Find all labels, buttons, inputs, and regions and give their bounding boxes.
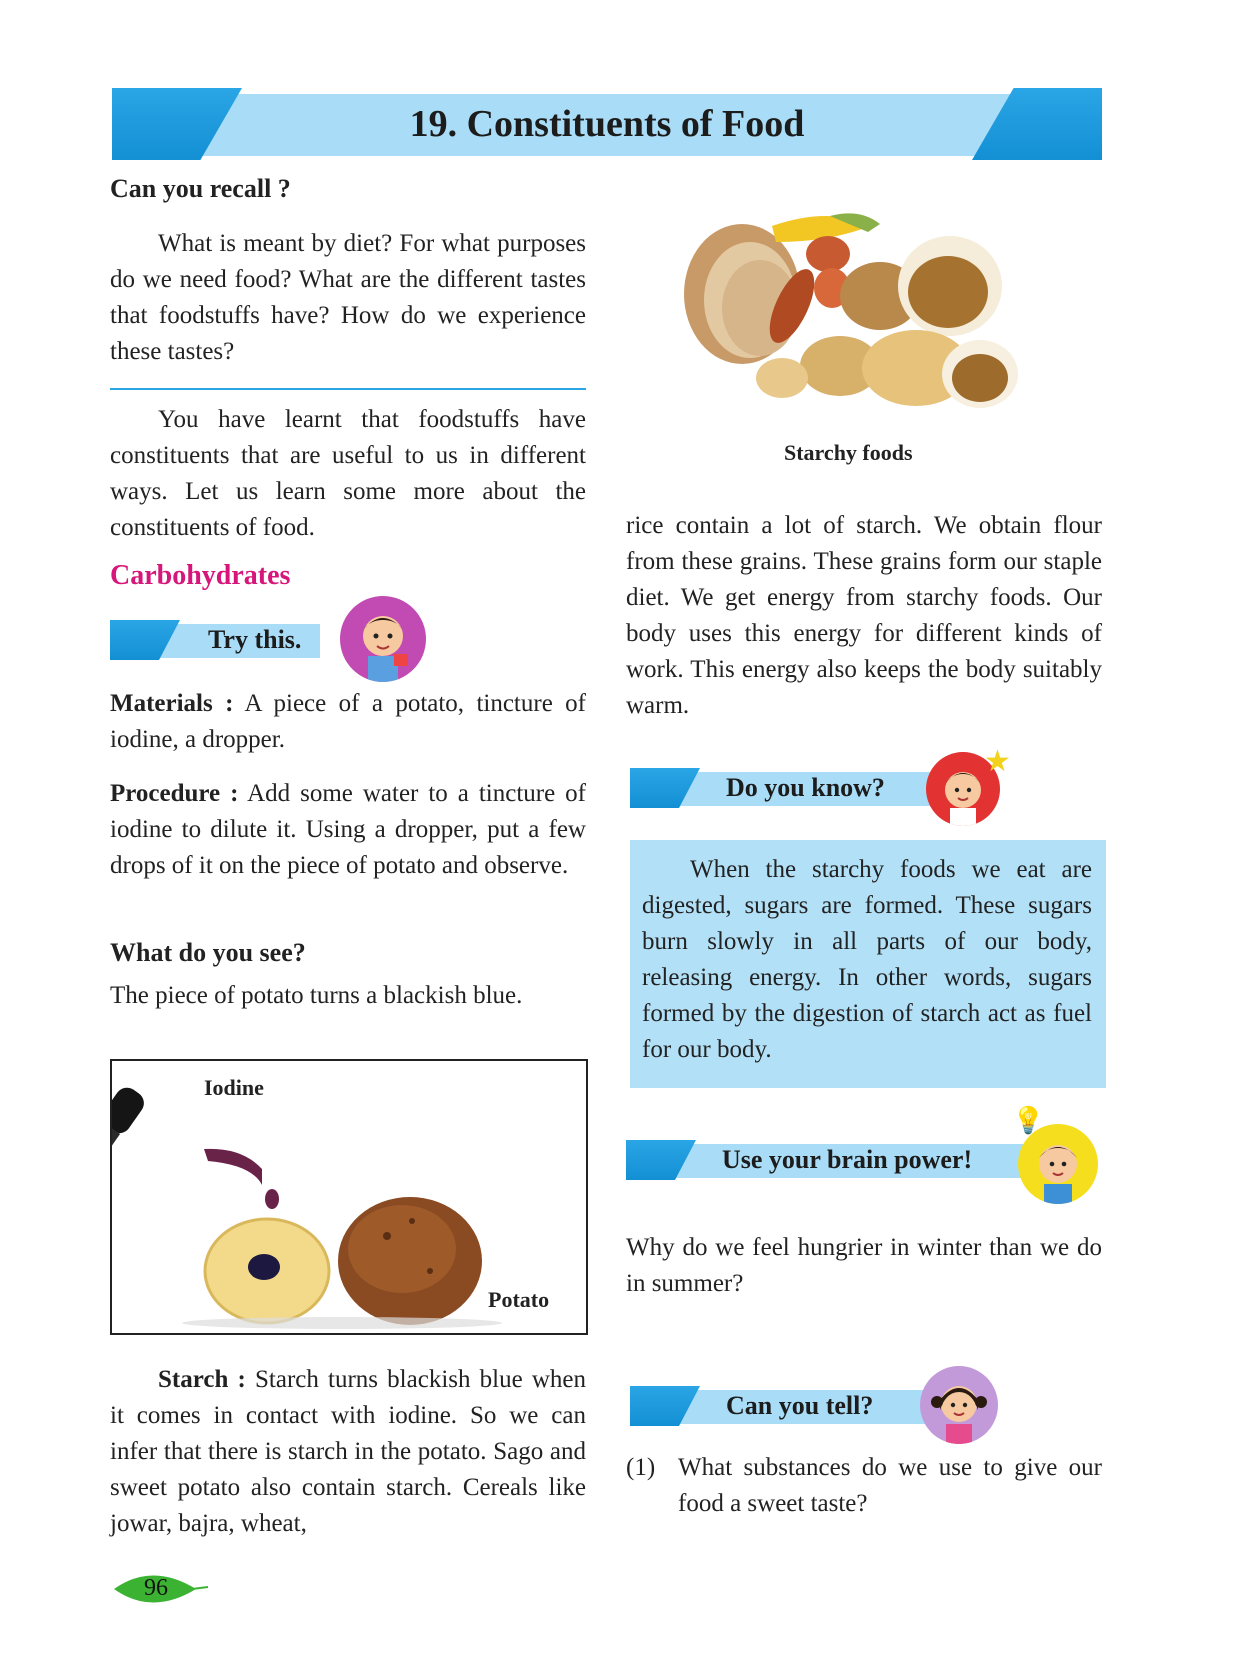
recall-text: What is meant by diet? For what purposes do we need food? What are the different tastes that foodstuffs have? How do we experience these tastes? bbox=[110, 230, 586, 365]
what-do-you-see-heading: What do you see? bbox=[110, 938, 306, 967]
chapter-title: 19. Constituents of Food bbox=[409, 103, 805, 145]
question-number: (1) bbox=[626, 1454, 656, 1481]
girl-icon bbox=[920, 1366, 998, 1444]
do-you-know-banner bbox=[630, 745, 1011, 808]
page-number-leaf bbox=[112, 1570, 202, 1608]
starch-text: Starch : Starch turns blackish blue when it comes in contact with iodine. So we can infer that there is starch in the potato. Sago and sweet potato also contain starch. Cereals like jowar, bajra, wheat, bbox=[110, 1366, 587, 1537]
do-you-know-box bbox=[630, 840, 1106, 1088]
try-this-banner bbox=[110, 620, 430, 660]
section-divider bbox=[110, 388, 586, 390]
see-text: The piece of potato turns a blackish blue. bbox=[110, 982, 523, 1009]
brain-power-question: Why do we feel hungrier in winter than we do in summer? bbox=[626, 1234, 1102, 1297]
starchy-foods-caption: Starchy foods bbox=[784, 440, 913, 465]
materials-text: Materials : A piece of a potato, tincture of iodine, a dropper. bbox=[110, 690, 587, 753]
chapter-banner bbox=[112, 88, 1102, 162]
try-this-label: Try this. bbox=[208, 625, 302, 654]
iodine-label: Iodine bbox=[204, 1075, 264, 1100]
star-icon: ★ bbox=[984, 745, 1011, 778]
starch-label: Starch : bbox=[158, 1366, 246, 1393]
potato-label: Potato bbox=[488, 1287, 550, 1312]
starchy-foods-image bbox=[680, 196, 1040, 432]
can-you-tell-banner bbox=[630, 1386, 1010, 1426]
do-you-know-text: When the starchy foods we eat are digested, sugars are formed. These sugars burn slowly in all parts of our body, releasing energy. In other words, sugars formed by the digestion of starch act as fuel for our body. bbox=[642, 856, 1092, 1063]
can-you-tell-label: Can you tell? bbox=[726, 1391, 874, 1420]
carbohydrates-heading: Carbohydrates bbox=[110, 560, 291, 591]
question-text: What substances do we use to give our food a sweet taste? bbox=[678, 1454, 1102, 1517]
intro-text: You have learnt that foodstuffs have constituents that are useful to us in different ways. Let us learn some more about the constituents of food. bbox=[110, 406, 586, 541]
procedure-label: Procedure : bbox=[110, 780, 239, 807]
page-number: 96 bbox=[144, 1575, 168, 1601]
iodine-test-figure bbox=[110, 1059, 588, 1335]
boy-icon bbox=[340, 596, 426, 682]
idea-boy-icon bbox=[1018, 1124, 1098, 1204]
brain-power-banner bbox=[626, 1106, 1106, 1180]
recall-heading: Can you recall ? bbox=[110, 174, 291, 203]
brain-power-label: Use your brain power! bbox=[722, 1145, 973, 1174]
procedure-text: Procedure : Add some water to a tincture of iodine to dilute it. Using a dropper, put a few drops of it on the piece of potato and observe. bbox=[110, 780, 587, 879]
lightbulb-icon: 💡 bbox=[1012, 1106, 1045, 1135]
do-you-know-label: Do you know? bbox=[726, 773, 885, 802]
continued-text: rice contain a lot of starch. We obtain flour from these grains. These grains form our staple diet. We get energy from starchy foods. Our body uses this energy for different kinds of work. This energy also keeps the body suitably warm. bbox=[626, 512, 1102, 719]
materials-label: Materials : bbox=[110, 690, 234, 717]
